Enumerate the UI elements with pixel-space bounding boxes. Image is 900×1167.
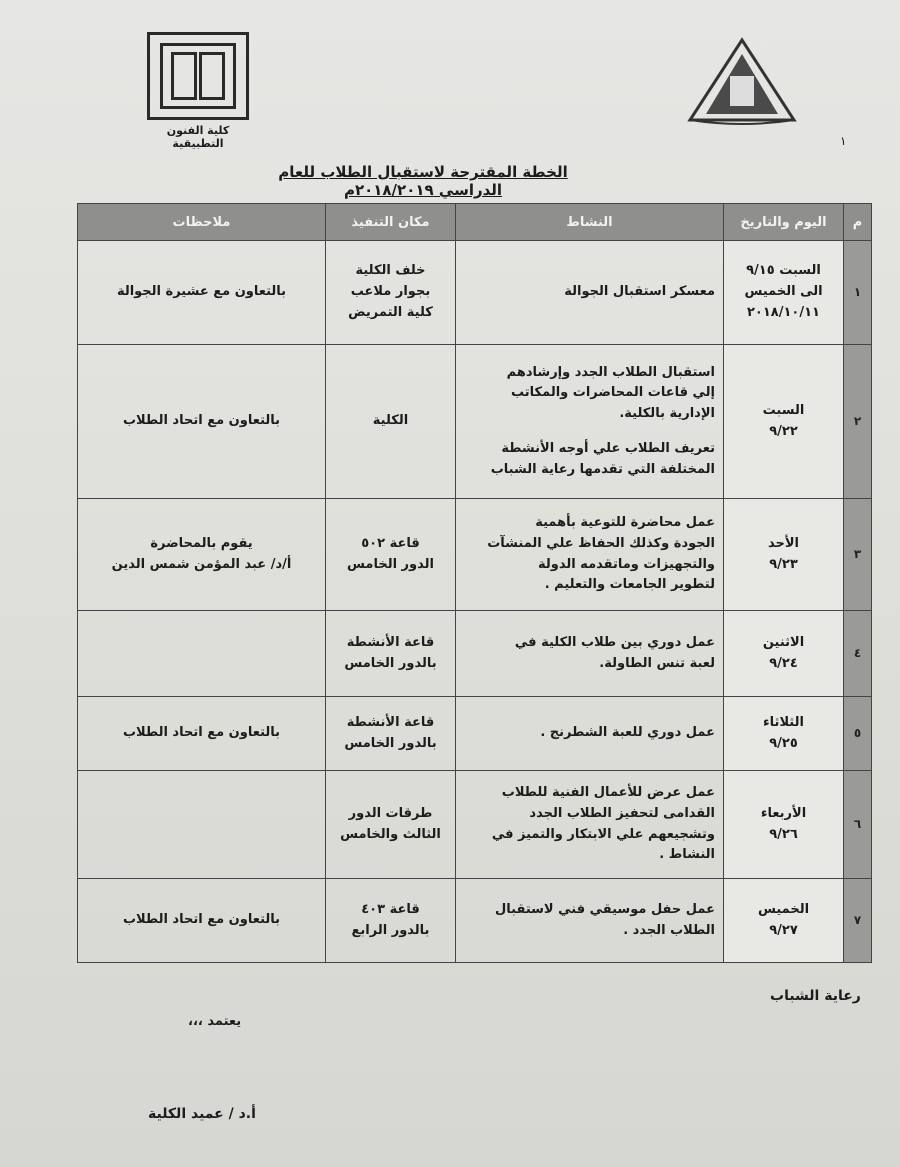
- place-cell-line: الثالث والخامس: [340, 826, 441, 842]
- day-date-cell-line: ٩/٢٤: [769, 655, 798, 671]
- activity-cell-line: عمل دوري بين طلاب الكلية في: [514, 634, 715, 650]
- day-date-cell: [724, 611, 844, 697]
- row-number: ٧: [844, 879, 872, 963]
- activity-cell-line: لعبة تنس الطاولة.: [599, 655, 715, 671]
- place-cell-line: قاعة الأنشطة: [346, 714, 435, 730]
- place-cell-line: خلف الكلية: [355, 263, 426, 279]
- day-date-cell-line: السبت: [762, 402, 805, 418]
- place-cell-line: بالدور الرابع: [351, 922, 430, 938]
- activity-cell-line: استقبال الطلاب الجدد وإرشادهم: [506, 364, 715, 380]
- activity-cell-line: عمل محاضرة للتوعية بأهمية: [535, 514, 715, 530]
- activity-cell-line: لتطوير الجامعات والتعليم .: [544, 577, 715, 593]
- table-row: [78, 879, 872, 963]
- day-date-cell: [724, 345, 844, 499]
- column-header: ملاحظات: [78, 204, 326, 241]
- activity-cell: [456, 771, 724, 879]
- day-date-cell-line: الأربعاء: [760, 805, 807, 821]
- day-date-cell: [724, 879, 844, 963]
- place-cell: [326, 499, 456, 611]
- activity-cell: [456, 499, 724, 611]
- place-cell-line: بجوار ملاعب: [350, 284, 431, 300]
- day-date-cell-line: الاثنين: [762, 634, 805, 650]
- table-row: [78, 241, 872, 345]
- notes-cell-line: [86, 818, 317, 832]
- notes-cell: [78, 611, 326, 697]
- activity-cell-line: عمل دوري للعبة الشطرنج .: [540, 725, 715, 741]
- day-date-cell-line: ٢٠١٨/١٠/١١: [747, 304, 820, 320]
- place-cell-line: قاعة ٤٠٣: [361, 901, 420, 917]
- activity-cell-line: عمل عرض للأعمال الفنية للطلاب: [501, 784, 715, 800]
- activity-cell: [456, 697, 724, 771]
- row-number: ١: [844, 241, 872, 345]
- activity-cell-line: [464, 425, 715, 439]
- place-cell-line: قاعة الأنشطة: [346, 634, 435, 650]
- day-date-cell-line: الأحد: [767, 535, 799, 551]
- place-cell-line: الكلية: [372, 413, 409, 429]
- day-date-cell: [724, 241, 844, 345]
- day-date-cell-line: الثلاثاء: [763, 714, 804, 730]
- table-row: [78, 697, 872, 771]
- notes-cell-line: بالتعاون مع عشيرة الجوالة: [116, 284, 287, 300]
- column-header: مكان التنفيذ: [326, 204, 456, 241]
- activity-cell-line: الجودة وكذلك الحفاظ علي المنشآت: [487, 535, 715, 551]
- table-header-row: [78, 204, 872, 241]
- notes-cell: [78, 879, 326, 963]
- document-title: الخطة المقترحة لاستقبال الطلاب للعام الدراسي ٢٠١٨/٢٠١٩م: [278, 163, 568, 199]
- place-cell: [326, 241, 456, 345]
- activity-cell-line: الإدارية بالكلية.: [619, 406, 715, 422]
- table-row: [78, 345, 872, 499]
- day-date-cell-line: الخميس: [757, 901, 810, 917]
- column-header: اليوم والتاريخ: [724, 204, 844, 241]
- row-number: ٤: [844, 611, 872, 697]
- activity-cell-line: المختلفة التي تقدمها رعاية الشباب: [490, 461, 715, 477]
- day-date-cell-line: ٩/٢٣: [769, 556, 798, 572]
- day-date-cell-line: ٩/٢٧: [769, 922, 798, 938]
- activity-cell: [456, 345, 724, 499]
- notes-cell: [78, 499, 326, 611]
- place-cell: [326, 697, 456, 771]
- place-cell-line: كلية التمريض: [348, 304, 433, 320]
- place-cell: [326, 879, 456, 963]
- notes-cell: [78, 771, 326, 879]
- place-cell-line: الدور الخامس: [347, 556, 434, 572]
- approval-note: يعتمد ،،،: [188, 1014, 242, 1029]
- page-number: ١: [840, 134, 847, 148]
- college-logo-caption: كلية الفنون التطبيقية: [166, 124, 230, 150]
- place-cell-line: قاعة ٥٠٢: [361, 535, 420, 551]
- notes-cell-line: يقوم بالمحاضرة: [150, 535, 253, 551]
- row-number: ٥: [844, 697, 872, 771]
- activities-table: [77, 203, 872, 963]
- column-header: م: [844, 204, 872, 241]
- notes-cell-line: أ/د/ عبد المؤمن شمس الدين: [111, 556, 292, 572]
- activity-cell-line: القدامى لتحفيز الطلاب الجدد: [529, 805, 715, 821]
- activity-cell-line: والتجهيزات وماتقدمه الدولة: [537, 556, 715, 572]
- notes-cell: [78, 697, 326, 771]
- university-emblem: [686, 36, 798, 126]
- activity-cell: [456, 879, 724, 963]
- activity-cell: [456, 241, 724, 345]
- table-row: [78, 611, 872, 697]
- day-date-cell: [724, 771, 844, 879]
- dean-signature: أ.د / عميد الكلية: [148, 1106, 256, 1122]
- notes-cell-line: بالتعاون مع اتحاد الطلاب: [122, 413, 281, 429]
- day-date-cell-line: ٩/٢٢: [769, 423, 798, 439]
- activity-cell: [456, 611, 724, 697]
- place-cell-line: بالدور الخامس: [344, 655, 437, 671]
- notes-cell-line: [86, 647, 317, 661]
- place-cell-line: بالدور الخامس: [344, 735, 437, 751]
- place-cell-line: طرقات الدور: [348, 805, 433, 821]
- row-number: ٢: [844, 345, 872, 499]
- activity-cell-line: الطلاب الجدد .: [623, 922, 715, 938]
- notes-cell: [78, 241, 326, 345]
- place-cell: [326, 611, 456, 697]
- day-date-cell-line: ٩/٢٦: [769, 826, 798, 842]
- row-number: ٣: [844, 499, 872, 611]
- day-date-cell: [724, 499, 844, 611]
- activity-cell-line: معسكر استقبال الجوالة: [564, 284, 715, 300]
- place-cell: [326, 771, 456, 879]
- college-logo: [147, 32, 249, 120]
- notes-cell-line: بالتعاون مع اتحاد الطلاب: [122, 912, 281, 928]
- department-signature: رعاية الشباب: [770, 988, 861, 1004]
- place-cell: [326, 345, 456, 499]
- activity-cell-line: تعريف الطلاب علي أوجه الأنشطة: [501, 440, 715, 456]
- notes-cell-line: بالتعاون مع اتحاد الطلاب: [122, 725, 281, 741]
- day-date-cell: [724, 697, 844, 771]
- activity-cell-line: عمل حفل موسيقي فني لاستقبال: [495, 901, 715, 917]
- notes-cell: [78, 345, 326, 499]
- activity-cell-line: النشاط .: [659, 847, 715, 863]
- day-date-cell-line: الى الخميس: [744, 284, 823, 300]
- activity-cell-line: وتشجيعهم علي الابتكار والتميز في: [491, 826, 715, 842]
- table-row: [78, 771, 872, 879]
- row-number: ٦: [844, 771, 872, 879]
- day-date-cell-line: السبت ٩/١٥: [746, 263, 821, 279]
- activity-cell-line: إلي قاعات المحاضرات والمكاتب: [511, 385, 715, 401]
- table-row: [78, 499, 872, 611]
- day-date-cell-line: ٩/٢٥: [769, 735, 798, 751]
- column-header: النشاط: [456, 204, 724, 241]
